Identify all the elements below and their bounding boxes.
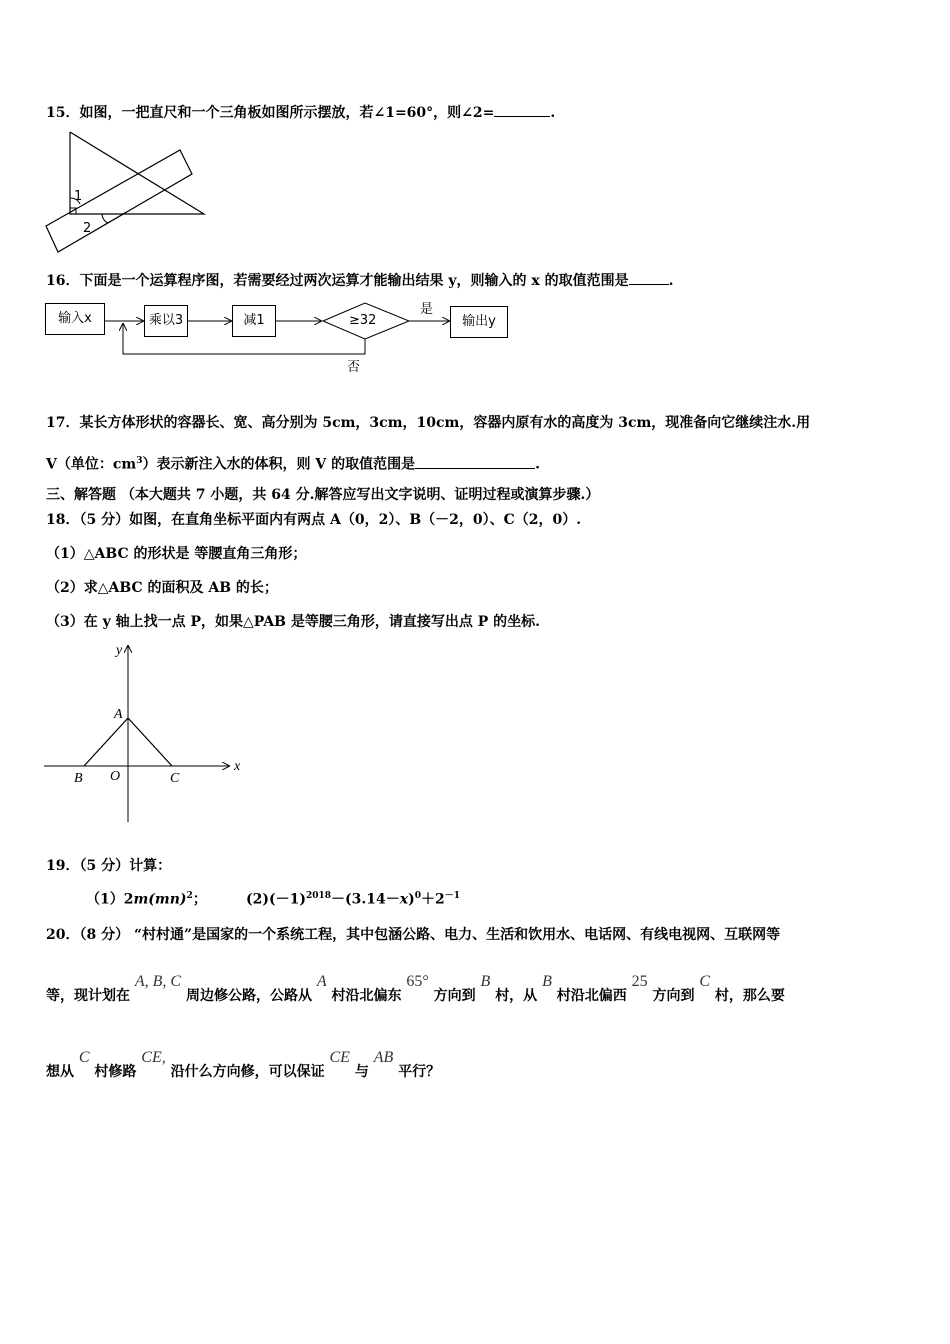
q17-line1: 17．某长方体形状的容器长、宽、高分别为 5cm，3cm，10cm，容器内原有水的高度为 3cm，现准备向它继续注水.用 [46,415,811,431]
q20-line1: 20．（8 分） “村村通”是国家的一个系统工程，其中包涵公路、电力、生活和饮用水、电话网、有线电视网、互联网等 [46,927,781,943]
set-square [70,132,204,214]
ruler-triangle-figure [40,128,220,260]
x-axis-label: x [234,759,241,774]
ruler [46,150,192,252]
box-output: 输出y [450,306,508,338]
condition-label: ≥32 [349,313,377,328]
q19-part1: （1）2m(mn)$^2$； [86,891,207,908]
point-b-label: B [74,771,83,786]
q19-intro: 19．（5 分）计算： [46,858,172,874]
flowchart-arrows [45,298,515,376]
point-a-label: A [114,707,123,722]
y-axis-label: y [116,643,123,658]
box-multiply: 乘以3 [144,305,188,337]
q20-line2: 等，现计划在 A, B, C 周边修公路，公路从 A 村沿北偏东 65° 方向到 B 村，从 B 村沿北偏西 25 方向到 C 村，那么要 [46,973,785,1004]
q15-blank [494,102,550,117]
q18-part3: （3）在 y 轴上找一点 P，如果△PAB 是等腰三角形，请直接写出点 P 的坐标. [46,614,541,630]
q18-part1: （1）△ABC 的形状是 等腰直角三角形； [46,546,307,562]
q19-part2: $(2)(-1)^{2018}-(3.14-x)^0+2^{-1}$ [246,891,461,908]
q18-intro: 18．（5 分）如图，在直角坐标平面内有两点 A（0，2）、B（－2，0）、C（2，0）. [46,512,582,528]
yes-label: 是 [420,302,434,317]
q20-line3: 想从 C 村修路 CE, 沿什么方向修，可以保证 CE 与 AB 平行？ [46,1049,441,1080]
box-subtract: 减1 [232,305,276,337]
q17-blank [415,454,535,469]
angle-2-arc [102,214,108,223]
flowchart [45,298,515,376]
point-c-label: C [170,771,180,786]
coordinate-figure [44,640,254,825]
section-3-heading: 三、解答题 （本大题共 7 小题，共 64 分.解答应写出文字说明、证明过程或演算步骤.） [46,487,600,503]
angle-1-label: 1 [74,189,83,204]
no-label: 否 [347,360,361,375]
q18-part2: （2）求△ABC 的面积及 AB 的长； [46,580,278,596]
box-input: 输入x [45,303,105,335]
q15-text: 15．如图，一把直尺和一个三角板如图所示摆放，若∠1=60°，则∠2= . [46,102,555,123]
origin-label: O [110,769,121,784]
angle-2-label: 2 [83,221,92,236]
q16-text: 16．下面是一个运算程序图，若需要经过两次运算才能输出结果 y，则输入的 x 的取值范围是 . [46,270,673,291]
q17-line2: V（单位：$cm^3$）表示新注入水的体积，则 V 的取值范围是 . [46,451,540,475]
q16-blank [629,270,669,285]
